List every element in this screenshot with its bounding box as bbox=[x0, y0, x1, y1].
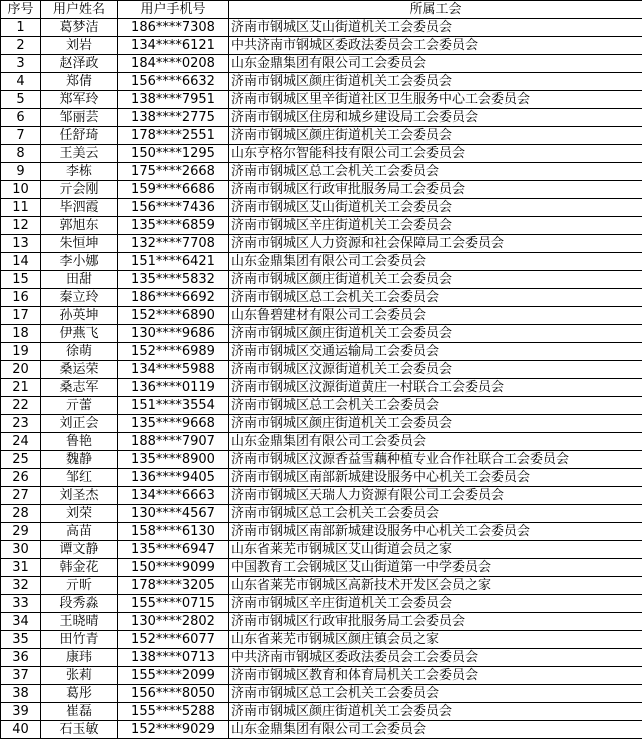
table-row bbox=[1, 577, 642, 595]
cell-user-name[interactable]: 刘圣杰 bbox=[41, 487, 118, 505]
cell-index[interactable]: 33 bbox=[1, 595, 41, 613]
cell-user-name[interactable]: 张莉 bbox=[41, 667, 118, 685]
table-row bbox=[1, 667, 642, 685]
cell-index[interactable]: 37 bbox=[1, 667, 41, 685]
table-row bbox=[1, 649, 642, 667]
cell-union[interactable]: 济南市钢城区南部新城建设服务中心机关工会委员会 bbox=[229, 523, 642, 541]
cell-user-phone[interactable]: 156****6632 bbox=[118, 73, 229, 91]
cell-user-phone[interactable]: 138****0713 bbox=[118, 649, 229, 667]
table-row bbox=[1, 253, 642, 271]
cell-user-phone[interactable]: 175****2668 bbox=[118, 163, 229, 181]
cell-union[interactable]: 山东鲁碧建材有限公司工会委员会 bbox=[229, 307, 642, 325]
cell-union[interactable]: 济南市钢城区颜庄街道机关工会委员会 bbox=[229, 325, 642, 343]
cell-index[interactable]: 18 bbox=[1, 325, 41, 343]
table-row bbox=[1, 145, 642, 163]
cell-union[interactable]: 中共济南市钢城区委政法委员会工会委员会 bbox=[229, 649, 642, 667]
cell-index[interactable]: 23 bbox=[1, 415, 41, 433]
cell-user-phone[interactable]: 152****6989 bbox=[118, 343, 229, 361]
cell-union[interactable]: 济南市钢城区人力资源和社会保障局工会委员会 bbox=[229, 235, 642, 253]
cell-union[interactable]: 山东金鼎集团有限公司工会委员会 bbox=[229, 721, 642, 739]
cell-union[interactable]: 济南市钢城区里辛街道社区卫生服务中心工会委员会 bbox=[229, 91, 642, 109]
cell-index[interactable]: 4 bbox=[1, 73, 41, 91]
cell-union[interactable]: 济南市钢城区教育和体育局机关工会委员会 bbox=[229, 667, 642, 685]
cell-index[interactable]: 20 bbox=[1, 361, 41, 379]
cell-user-name[interactable]: 亓昕 bbox=[41, 577, 118, 595]
cell-user-phone[interactable]: 132****7708 bbox=[118, 235, 229, 253]
cell-user-phone[interactable]: 135****9668 bbox=[118, 415, 229, 433]
cell-user-phone[interactable]: 130****4567 bbox=[118, 505, 229, 523]
cell-union[interactable]: 山东金鼎集团有限公司工会委员会 bbox=[229, 433, 642, 451]
table-row bbox=[1, 487, 642, 505]
cell-index[interactable]: 11 bbox=[1, 199, 41, 217]
cell-user-phone[interactable]: 134****5988 bbox=[118, 361, 229, 379]
cell-user-name[interactable]: 韩金花 bbox=[41, 559, 118, 577]
cell-index[interactable]: 38 bbox=[1, 685, 41, 703]
cell-user-phone[interactable]: 155****0715 bbox=[118, 595, 229, 613]
cell-union[interactable]: 济南市钢城区汶源街道机关工会委员会 bbox=[229, 361, 642, 379]
cell-user-name[interactable]: 刘岩 bbox=[41, 37, 118, 55]
cell-union[interactable]: 山东金鼎集团有限公司工会委员会 bbox=[229, 55, 642, 73]
table-row bbox=[1, 559, 642, 577]
cell-union[interactable]: 济南市钢城区辛庄街道机关工会委员会 bbox=[229, 595, 642, 613]
table-row bbox=[1, 73, 642, 91]
cell-index[interactable]: 26 bbox=[1, 469, 41, 487]
cell-union[interactable]: 济南市钢城区颜庄街道机关工会委员会 bbox=[229, 73, 642, 91]
cell-union[interactable]: 济南市钢城区天瑞人力资源有限公司工会委员会 bbox=[229, 487, 642, 505]
table-row bbox=[1, 37, 642, 55]
cell-user-phone[interactable]: 134****6663 bbox=[118, 487, 229, 505]
cell-user-name[interactable]: 刘荣 bbox=[41, 505, 118, 523]
table-row bbox=[1, 469, 642, 487]
cell-union[interactable]: 山东省莱芜市钢城区高新技术开发区会员之家 bbox=[229, 577, 642, 595]
cell-index[interactable]: 29 bbox=[1, 523, 41, 541]
table-row bbox=[1, 127, 642, 145]
cell-index[interactable]: 24 bbox=[1, 433, 41, 451]
cell-user-phone[interactable]: 152****6890 bbox=[118, 307, 229, 325]
cell-user-phone[interactable]: 138****7951 bbox=[118, 91, 229, 109]
table-row bbox=[1, 343, 642, 361]
cell-user-phone[interactable]: 136****9405 bbox=[118, 469, 229, 487]
cell-user-name[interactable]: 毕泗霞 bbox=[41, 199, 118, 217]
cell-union[interactable]: 济南市钢城区行政审批服务局工会委员会 bbox=[229, 181, 642, 199]
cell-union[interactable]: 济南市钢城区住房和城乡建设局工会委员会 bbox=[229, 109, 642, 127]
header-row bbox=[1, 1, 642, 19]
cell-user-phone[interactable]: 156****8050 bbox=[118, 685, 229, 703]
cell-user-name[interactable]: 刘正会 bbox=[41, 415, 118, 433]
cell-union[interactable]: 济南市钢城区艾山街道机关工会委员会 bbox=[229, 199, 642, 217]
cell-user-name[interactable]: 孙英坤 bbox=[41, 307, 118, 325]
table-row bbox=[1, 523, 642, 541]
cell-user-phone[interactable]: 138****2775 bbox=[118, 109, 229, 127]
cell-union[interactable]: 济南市钢城区艾山街道机关工会委员会 bbox=[229, 19, 642, 37]
cell-user-phone[interactable]: 188****7907 bbox=[118, 433, 229, 451]
header-user-phone[interactable]: 用户手机号 bbox=[118, 1, 229, 19]
cell-index[interactable]: 31 bbox=[1, 559, 41, 577]
table-row bbox=[1, 271, 642, 289]
table-row bbox=[1, 631, 642, 649]
cell-index[interactable]: 39 bbox=[1, 703, 41, 721]
cell-user-name[interactable]: 高苗 bbox=[41, 523, 118, 541]
table-row bbox=[1, 379, 642, 397]
cell-index[interactable]: 34 bbox=[1, 613, 41, 631]
cell-index[interactable]: 8 bbox=[1, 145, 41, 163]
cell-user-name[interactable]: 赵泽政 bbox=[41, 55, 118, 73]
cell-user-phone[interactable]: 150****1295 bbox=[118, 145, 229, 163]
cell-index[interactable]: 17 bbox=[1, 307, 41, 325]
cell-user-name[interactable]: 朱恒坤 bbox=[41, 235, 118, 253]
cell-index[interactable]: 16 bbox=[1, 289, 41, 307]
cell-index[interactable]: 40 bbox=[1, 721, 41, 739]
cell-user-phone[interactable]: 152****6077 bbox=[118, 631, 229, 649]
cell-index[interactable]: 19 bbox=[1, 343, 41, 361]
cell-user-phone[interactable]: 184****0208 bbox=[118, 55, 229, 73]
cell-union[interactable]: 济南市钢城区辛庄街道机关工会委员会 bbox=[229, 217, 642, 235]
cell-user-phone[interactable]: 135****6947 bbox=[118, 541, 229, 559]
cell-user-phone[interactable]: 178****2551 bbox=[118, 127, 229, 145]
cell-user-phone[interactable]: 134****6121 bbox=[118, 37, 229, 55]
table-row bbox=[1, 307, 642, 325]
cell-index[interactable]: 13 bbox=[1, 235, 41, 253]
cell-user-phone[interactable]: 159****6686 bbox=[118, 181, 229, 199]
cell-union[interactable]: 济南市钢城区颜庄街道机关工会委员会 bbox=[229, 415, 642, 433]
table-row bbox=[1, 721, 642, 739]
cell-user-name[interactable]: 桑运荣 bbox=[41, 361, 118, 379]
table-row bbox=[1, 451, 642, 469]
cell-index[interactable]: 35 bbox=[1, 631, 41, 649]
cell-user-name[interactable]: 田甜 bbox=[41, 271, 118, 289]
table-row bbox=[1, 541, 642, 559]
cell-user-name[interactable]: 秦立玲 bbox=[41, 289, 118, 307]
table-row bbox=[1, 505, 642, 523]
cell-union[interactable]: 济南市钢城区总工会机关工会委员会 bbox=[229, 163, 642, 181]
cell-union[interactable]: 济南市钢城区汶源街道黄庄一村联合工会委员会 bbox=[229, 379, 642, 397]
cell-index[interactable]: 7 bbox=[1, 127, 41, 145]
cell-user-name[interactable]: 郭旭东 bbox=[41, 217, 118, 235]
cell-user-phone[interactable]: 156****7436 bbox=[118, 199, 229, 217]
table-row bbox=[1, 235, 642, 253]
cell-user-name[interactable]: 王美云 bbox=[41, 145, 118, 163]
cell-user-name[interactable]: 崔磊 bbox=[41, 703, 118, 721]
cell-union[interactable]: 中国教育工会钢城区艾山街道第一中学委员会 bbox=[229, 559, 642, 577]
table-row bbox=[1, 613, 642, 631]
cell-index[interactable]: 12 bbox=[1, 217, 41, 235]
cell-user-name[interactable]: 田竹青 bbox=[41, 631, 118, 649]
table-row bbox=[1, 109, 642, 127]
table-row bbox=[1, 19, 642, 37]
cell-index[interactable]: 5 bbox=[1, 91, 41, 109]
cell-index[interactable]: 22 bbox=[1, 397, 41, 415]
cell-user-phone[interactable]: 155****5288 bbox=[118, 703, 229, 721]
cell-index[interactable]: 1 bbox=[1, 19, 41, 37]
cell-user-phone[interactable]: 158****6130 bbox=[118, 523, 229, 541]
table-body bbox=[1, 19, 642, 739]
cell-union[interactable]: 济南市钢城区颜庄街道机关工会委员会 bbox=[229, 127, 642, 145]
cell-user-name[interactable]: 葛梦洁 bbox=[41, 19, 118, 37]
table-row bbox=[1, 325, 642, 343]
cell-user-name[interactable]: 伊燕飞 bbox=[41, 325, 118, 343]
cell-index[interactable]: 6 bbox=[1, 109, 41, 127]
cell-user-name[interactable]: 李栋 bbox=[41, 163, 118, 181]
table-row bbox=[1, 289, 642, 307]
cell-user-phone[interactable]: 151****6421 bbox=[118, 253, 229, 271]
cell-index[interactable]: 10 bbox=[1, 181, 41, 199]
cell-union[interactable]: 济南市钢城区交通运输局工会委员会 bbox=[229, 343, 642, 361]
cell-index[interactable]: 36 bbox=[1, 649, 41, 667]
table-row bbox=[1, 199, 642, 217]
cell-user-phone[interactable]: 130****2802 bbox=[118, 613, 229, 631]
table-row bbox=[1, 361, 642, 379]
cell-user-name[interactable]: 石玉敏 bbox=[41, 721, 118, 739]
cell-union[interactable]: 山东省莱芜市钢城区艾山街道会员之家 bbox=[229, 541, 642, 559]
table-row bbox=[1, 55, 642, 73]
cell-index[interactable]: 21 bbox=[1, 379, 41, 397]
cell-user-name[interactable]: 康玮 bbox=[41, 649, 118, 667]
cell-union[interactable]: 济南市钢城区颜庄街道机关工会委员会 bbox=[229, 271, 642, 289]
cell-index[interactable]: 9 bbox=[1, 163, 41, 181]
cell-index[interactable]: 15 bbox=[1, 271, 41, 289]
table-row bbox=[1, 91, 642, 109]
cell-user-name[interactable]: 亓会刚 bbox=[41, 181, 118, 199]
cell-union[interactable]: 山东金鼎集团有限公司工会委员会 bbox=[229, 253, 642, 271]
cell-index[interactable]: 32 bbox=[1, 577, 41, 595]
cell-union[interactable]: 济南市钢城区行政审批服务局工会委员会 bbox=[229, 613, 642, 631]
cell-user-name[interactable]: 邹丽芸 bbox=[41, 109, 118, 127]
cell-user-name[interactable]: 桑志军 bbox=[41, 379, 118, 397]
cell-user-name[interactable]: 任舒琦 bbox=[41, 127, 118, 145]
cell-user-phone[interactable]: 136****0119 bbox=[118, 379, 229, 397]
table-row bbox=[1, 433, 642, 451]
cell-union[interactable]: 济南市钢城区总工会机关工会委员会 bbox=[229, 289, 642, 307]
table-row bbox=[1, 595, 642, 613]
header-union[interactable]: 所属工会 bbox=[229, 1, 642, 19]
table-row bbox=[1, 415, 642, 433]
cell-union[interactable]: 山东省莱芜市钢城区颜庄镇会员之家 bbox=[229, 631, 642, 649]
cell-user-phone[interactable]: 130****9686 bbox=[118, 325, 229, 343]
cell-union[interactable]: 中共济南市钢城区委政法委员会工会委员会 bbox=[229, 37, 642, 55]
table-row bbox=[1, 685, 642, 703]
cell-user-phone[interactable]: 186****7308 bbox=[118, 19, 229, 37]
cell-union[interactable]: 济南市钢城区汶源香益雪藕种植专业合作社联合工会委员会 bbox=[229, 451, 642, 469]
cell-user-phone[interactable]: 151****3554 bbox=[118, 397, 229, 415]
table-row bbox=[1, 397, 642, 415]
cell-index[interactable]: 14 bbox=[1, 253, 41, 271]
cell-index[interactable]: 30 bbox=[1, 541, 41, 559]
cell-union[interactable]: 山东亨格尔智能科技有限公司工会委员会 bbox=[229, 145, 642, 163]
cell-index[interactable]: 28 bbox=[1, 505, 41, 523]
cell-union[interactable]: 济南市钢城区颜庄街道机关工会委员会 bbox=[229, 703, 642, 721]
cell-index[interactable]: 27 bbox=[1, 487, 41, 505]
cell-union[interactable]: 济南市钢城区南部新城建设服务中心机关工会委员会 bbox=[229, 469, 642, 487]
cell-user-phone[interactable]: 186****6692 bbox=[118, 289, 229, 307]
cell-user-name[interactable]: 葛彤 bbox=[41, 685, 118, 703]
cell-user-phone[interactable]: 135****5832 bbox=[118, 271, 229, 289]
cell-user-phone[interactable]: 155****2099 bbox=[118, 667, 229, 685]
cell-user-name[interactable]: 邹红 bbox=[41, 469, 118, 487]
cell-user-name[interactable]: 郑倩 bbox=[41, 73, 118, 91]
table-row bbox=[1, 703, 642, 721]
cell-user-name[interactable]: 徐萌 bbox=[41, 343, 118, 361]
header-index[interactable]: 序号 bbox=[1, 1, 41, 19]
cell-user-phone[interactable]: 150****9099 bbox=[118, 559, 229, 577]
cell-index[interactable]: 2 bbox=[1, 37, 41, 55]
table-row bbox=[1, 217, 642, 235]
table-row bbox=[1, 181, 642, 199]
cell-user-name[interactable]: 段秀淼 bbox=[41, 595, 118, 613]
cell-index[interactable]: 25 bbox=[1, 451, 41, 469]
cell-user-name[interactable]: 谭文静 bbox=[41, 541, 118, 559]
table-row bbox=[1, 163, 642, 181]
cell-user-name[interactable]: 亓蕾 bbox=[41, 397, 118, 415]
cell-user-phone[interactable]: 178****3205 bbox=[118, 577, 229, 595]
header-user-name[interactable]: 用户姓名 bbox=[41, 1, 118, 19]
cell-user-phone[interactable]: 135****8900 bbox=[118, 451, 229, 469]
cell-user-name[interactable]: 王晓晴 bbox=[41, 613, 118, 631]
cell-user-name[interactable]: 鲁艳 bbox=[41, 433, 118, 451]
cell-user-phone[interactable]: 152****9029 bbox=[118, 721, 229, 739]
cell-user-name[interactable]: 魏静 bbox=[41, 451, 118, 469]
cell-index[interactable]: 3 bbox=[1, 55, 41, 73]
cell-union[interactable]: 济南市钢城区总工会机关工会委员会 bbox=[229, 397, 642, 415]
cell-union[interactable]: 济南市钢城区总工会机关工会委员会 bbox=[229, 685, 642, 703]
cell-union[interactable]: 济南市钢城区总工会机关工会委员会 bbox=[229, 505, 642, 523]
cell-user-phone[interactable]: 135****6859 bbox=[118, 217, 229, 235]
cell-user-name[interactable]: 郑军玲 bbox=[41, 91, 118, 109]
cell-user-name[interactable]: 李小娜 bbox=[41, 253, 118, 271]
